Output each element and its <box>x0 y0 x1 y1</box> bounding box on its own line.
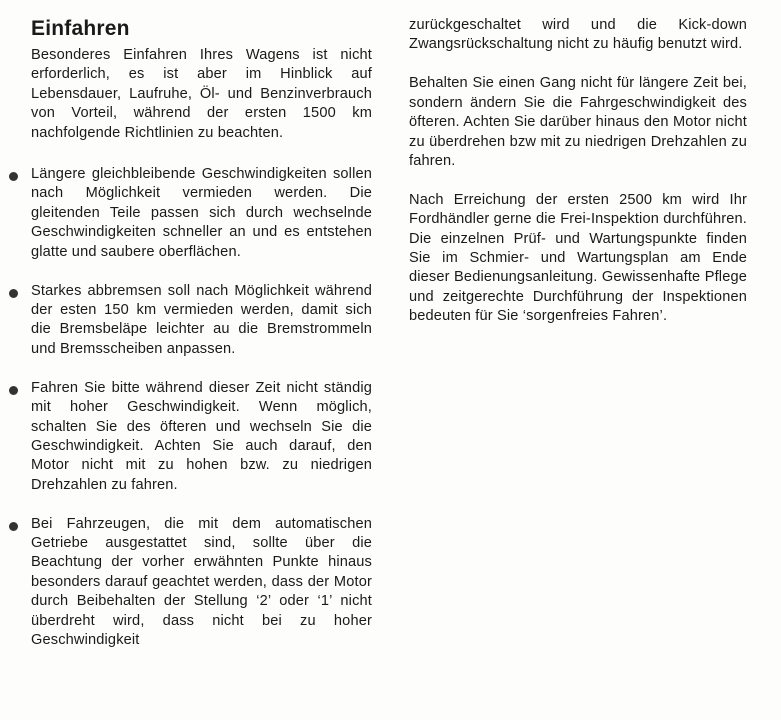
page-title: Einfahren <box>31 17 130 40</box>
bullet-icon <box>9 386 18 395</box>
intro-paragraph: Besonderes Einfahren Ihres Wagens ist nicht erforderlich, es ist aber im Hinblick auf Lebensdauer, Laufruhe, Öl- und Benzinverbrauch von Vorteil, während der ersten 1500 km nachfolgende Richtlinien zu beachten. <box>31 47 372 141</box>
bullet-icon <box>9 289 18 298</box>
bullet-icon <box>9 172 18 181</box>
bullet-item <box>31 165 372 262</box>
paragraph: Behalten Sie einen Gang nicht für längere Zeit bei, sondern ändern Sie die Fahrgeschwindigkeit des öfteren. Achten Sie darüber hinaus den Motor nicht zu überdrehen bzw mit zu niedrigen Drehzahlen zu fahren. <box>409 75 747 169</box>
bullet-item <box>31 282 372 360</box>
paragraph: zurückgeschaltet wird und die Kick-down Zwangsrückschaltung nicht zu häufig benutzt wird. <box>409 17 747 53</box>
bullet-text: Starkes abbremsen soll nach Möglichkeit während der esten 150 km vermieden werden, damit sich die Bremsbeläpe leichter au die Bremstrommeln und Bremsscheiben anpassen. <box>31 282 372 357</box>
paragraph: Nach Erreichung der ersten 2500 km wird Ihr Fordhändler gerne die Frei-Inspektion durchführen. Die einzelnen Prüf- und Wartungspunkte finden Sie im Schmier- und Wartungsplan am Ende dieser Bedienungsanleitung. Gewissenhafte Pflege und zeitgerechte Durchführung der Inspektionen bedeuten für Sie ‘sorgenfreies Fahren’. <box>409 191 747 325</box>
bullet-icon <box>9 522 18 531</box>
bullet-text: Fahren Sie bitte während dieser Zeit nicht ständig mit hoher Geschwindigkeit. Wenn möglich, schalten Sie des öfteren und wechseln Sie die Geschwindigkeit. Achten Sie auch darauf, den Motor nicht mit zu hohen bzw. zu niedrigen Drehzahlen zu fahren. <box>31 379 372 493</box>
right-column <box>409 0 747 327</box>
bullet-text: Längere gleichbleibende Geschwindigkeiten sollen nach Möglichkeit vermieden werden. Die gleitenden Teile passen sich durch wechselnde Geschwindigkeiten schneller an und es entstehen glatte und saubere oberflächen. <box>31 166 372 260</box>
left-column <box>31 0 372 650</box>
bullet-text: Bei Fahrzeugen, die mit dem automatischen Getriebe ausgestattet sind, sollte über die Beachtung der vorher erwähnten Punkte hinaus besonders darauf geachtet werden, dass der Motor durch Beibehalten der Stellung ‘2’ oder ‘1’ nicht überdreht wird, dass nicht bei zu hoher Geschwindigkeit <box>31 515 372 649</box>
bullet-item <box>31 379 372 495</box>
bullet-item <box>31 515 372 651</box>
